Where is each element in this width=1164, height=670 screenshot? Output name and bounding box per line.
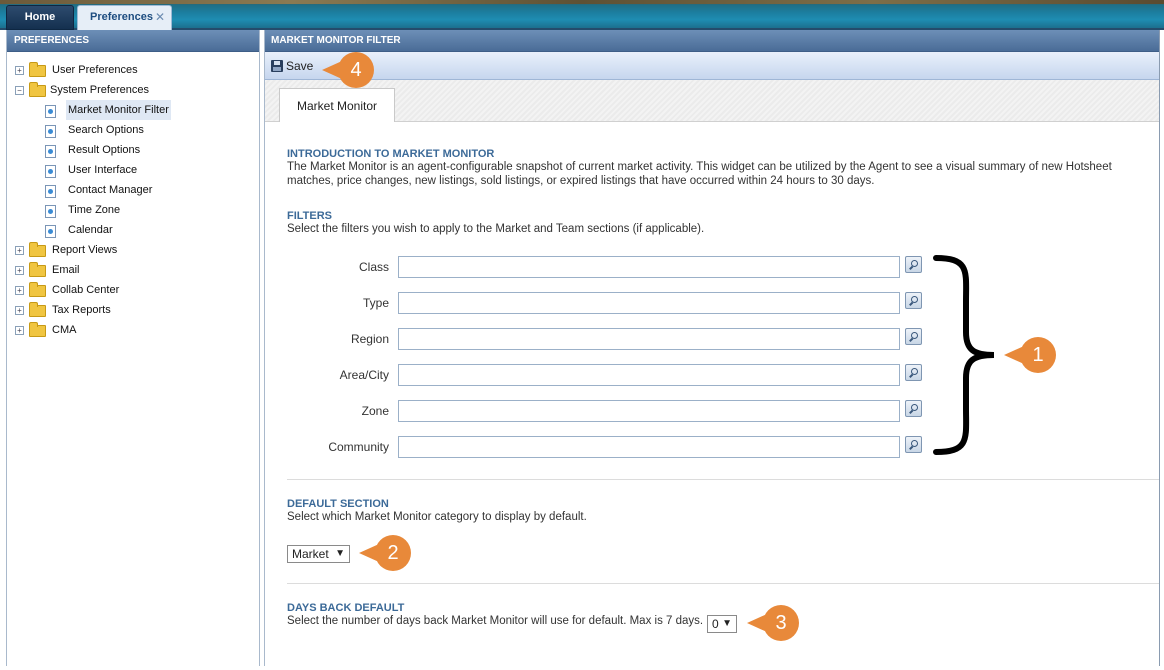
dropdown-arrow-icon: ▼	[335, 548, 345, 559]
tree-item-label: Market Monitor Filter	[66, 100, 171, 120]
region-input[interactable]	[398, 328, 900, 350]
page-icon	[45, 145, 56, 158]
tree-item-label: Contact Manager	[68, 184, 153, 196]
tree-item-contact-manager[interactable]	[7, 180, 259, 200]
tree-item-result-options[interactable]	[7, 140, 259, 160]
section-divider	[287, 479, 1160, 480]
expand-icon[interactable]: +	[15, 286, 24, 295]
community-input[interactable]	[398, 436, 900, 458]
filter-label: Area/City	[339, 368, 389, 382]
tree-item-label: Email	[52, 264, 80, 276]
tree-item-time-zone[interactable]	[7, 200, 259, 220]
tree-item-search-options[interactable]	[7, 120, 259, 140]
page-icon	[45, 205, 56, 218]
tree-item-label: CMA	[52, 324, 77, 336]
tree-item-label: System Preferences	[50, 84, 150, 96]
preferences-tree	[7, 52, 259, 340]
top-tab-bar	[0, 0, 1164, 30]
lookup-search-icon[interactable]	[905, 328, 922, 345]
filters-section	[287, 210, 1137, 236]
intro-title: INTRODUCTION TO MARKET MONITOR	[287, 148, 495, 160]
save-button[interactable]	[271, 58, 313, 74]
lookup-search-icon[interactable]	[905, 400, 922, 417]
folder-icon	[29, 285, 46, 297]
page-icon	[45, 165, 56, 178]
days-back-value: 0	[712, 617, 719, 631]
callout-2: 2	[375, 535, 411, 571]
lookup-search-icon[interactable]	[905, 436, 922, 453]
expand-icon[interactable]: +	[15, 266, 24, 275]
tree-item-user-interface[interactable]	[7, 160, 259, 180]
lookup-search-icon[interactable]	[905, 364, 922, 381]
tree-item-label: User Interface	[68, 164, 138, 176]
folder-icon	[29, 85, 46, 97]
toolbar	[265, 52, 1159, 80]
save-icon	[271, 60, 283, 72]
default-section-desc: Select which Market Monitor category to display by default.	[287, 511, 587, 523]
class-input[interactable]	[398, 256, 900, 278]
expand-icon[interactable]: +	[15, 246, 24, 255]
collapse-icon[interactable]: −	[15, 86, 24, 95]
save-label: Save	[286, 59, 314, 73]
filter-label: Class	[358, 260, 389, 274]
tree-item-label: User Preferences	[52, 64, 138, 76]
callout-1: 1	[1020, 337, 1056, 373]
default-section-select[interactable]	[287, 545, 350, 563]
filter-label: Region	[350, 332, 389, 346]
tree-item-label: Time Zone	[68, 204, 121, 216]
tab-market-monitor[interactable]: Market Monitor	[279, 88, 395, 122]
filter-label: Zone	[361, 404, 389, 418]
curly-brace-annotation	[930, 252, 1000, 458]
folder-icon	[29, 305, 46, 317]
tree-item-email[interactable]	[7, 260, 259, 280]
tree-item-market-monitor-filter[interactable]	[7, 100, 259, 120]
folder-icon	[29, 325, 46, 337]
tree-item-user-preferences[interactable]	[7, 60, 259, 80]
expand-icon[interactable]: +	[15, 326, 24, 335]
filters-desc: Select the filters you wish to apply to the Market and Team sections (if applicable).	[287, 223, 705, 235]
folder-icon	[29, 265, 46, 277]
folder-icon	[29, 65, 46, 77]
default-section-value: Market	[292, 547, 329, 561]
filters-title: FILTERS	[287, 210, 333, 222]
tree-item-label: Report Views	[52, 244, 118, 256]
tree-item-label: Search Options	[68, 124, 144, 136]
callout-4: 4	[338, 52, 374, 88]
type-input[interactable]	[398, 292, 900, 314]
tab-home[interactable]: Home	[6, 5, 74, 30]
tree-item-label: Calendar	[68, 224, 113, 236]
tab-preferences[interactable]	[77, 5, 172, 30]
section-divider	[287, 583, 1160, 584]
tree-item-label: Collab Center	[52, 284, 120, 296]
tab-preferences-label: Preferences	[90, 11, 153, 23]
filter-label: Type	[362, 296, 389, 310]
tree-item-label: Result Options	[68, 144, 141, 156]
preferences-panel-title: PREFERENCES	[7, 30, 259, 52]
intro-desc-line-2: matches, price changes, new listings, sold listings, or expired listings that have occurred within 24 hours to 30 days.	[287, 175, 875, 187]
default-section	[287, 498, 1137, 524]
tree-item-tax-reports[interactable]	[7, 300, 259, 320]
lookup-search-icon[interactable]	[905, 256, 922, 273]
expand-icon[interactable]: +	[15, 66, 24, 75]
intro-desc-line-1: The Market Monitor is an agent-configurable snapshot of current market activity. This widget can be utilized by the Agent to see a visual summary of new Hotsheet	[287, 161, 1112, 173]
tree-item-cma[interactable]	[7, 320, 259, 340]
dropdown-arrow-icon: ▼	[722, 618, 732, 629]
content-tabstrip	[265, 80, 1159, 122]
intro-section	[287, 148, 1137, 188]
tree-item-label: Tax Reports	[52, 304, 111, 316]
days-back-select[interactable]	[707, 615, 737, 633]
tree-item-collab-center[interactable]	[7, 280, 259, 300]
page-icon	[45, 185, 56, 198]
preferences-panel	[6, 30, 260, 666]
tree-item-system-preferences[interactable]	[7, 80, 259, 100]
panel-title: MARKET MONITOR FILTER	[265, 30, 1159, 52]
default-section-title: DEFAULT SECTION	[287, 498, 389, 510]
days-back-title: DAYS BACK DEFAULT	[287, 602, 405, 614]
folder-icon	[29, 245, 46, 257]
page-icon	[45, 125, 56, 138]
lookup-search-icon[interactable]	[905, 292, 922, 309]
callout-3: 3	[763, 605, 799, 641]
expand-icon[interactable]: +	[15, 306, 24, 315]
tree-item-calendar[interactable]	[7, 220, 259, 240]
tree-item-report-views[interactable]	[7, 240, 259, 260]
page-icon	[45, 105, 56, 118]
filter-label: Community	[328, 440, 389, 454]
area-city-input[interactable]	[398, 364, 900, 386]
close-icon[interactable]: ✕	[154, 10, 165, 24]
zone-input[interactable]	[398, 400, 900, 422]
days-back-desc: Select the number of days back Market Monitor will use for default. Max is 7 days.	[287, 615, 704, 627]
page-icon	[45, 225, 56, 238]
